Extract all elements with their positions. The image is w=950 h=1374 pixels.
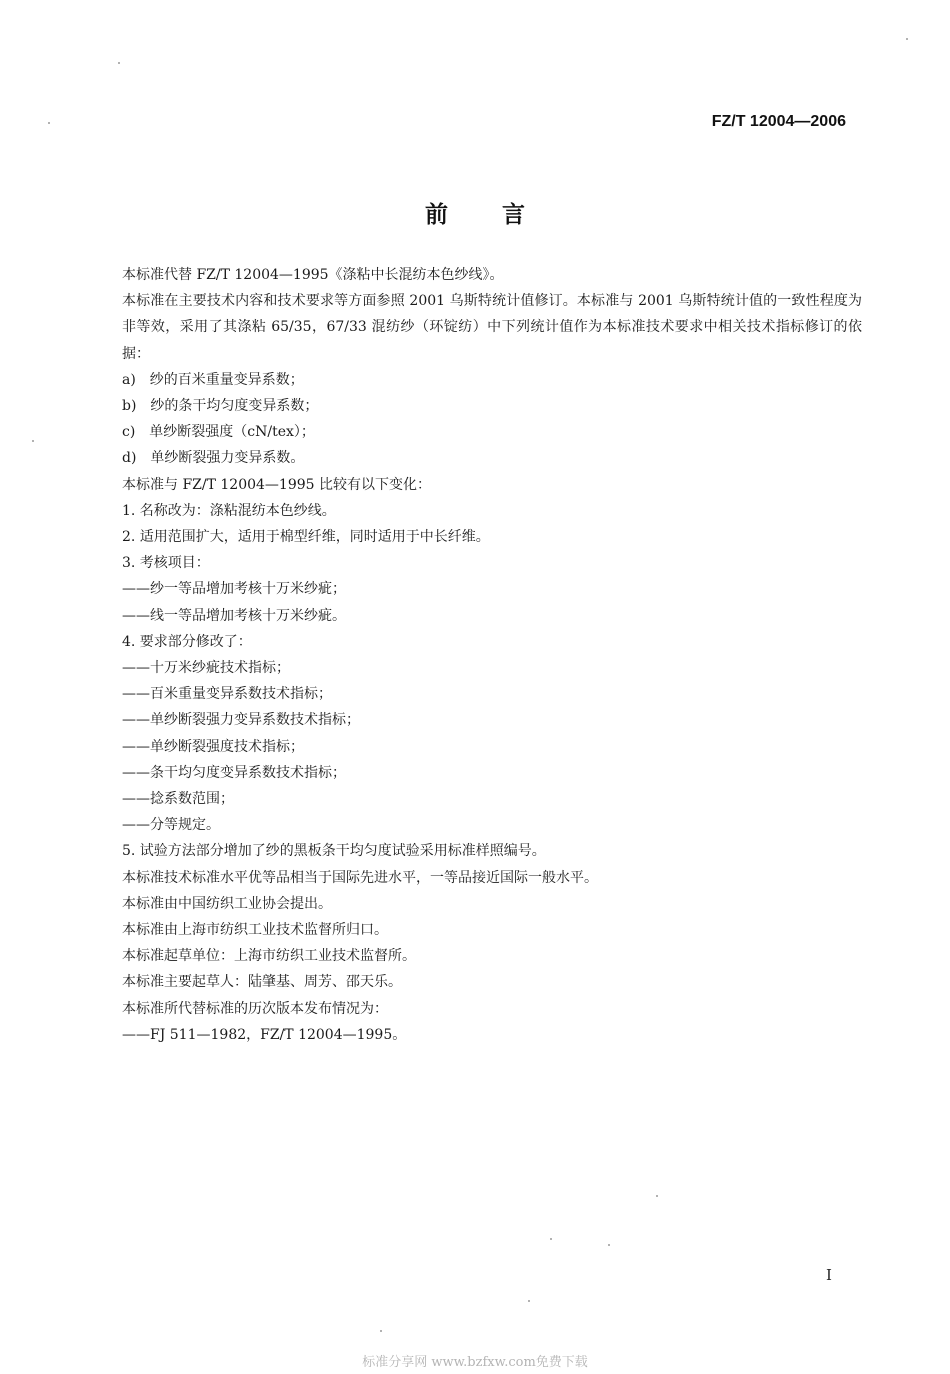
page-number: I [826, 1266, 832, 1284]
scan-speck [906, 38, 908, 40]
scan-speck [528, 1300, 530, 1302]
list-item: ——十万米纱疵技术指标； [122, 660, 290, 677]
scan-speck [656, 1195, 658, 1197]
list-item: ——条干均匀度变异系数技术指标； [122, 764, 346, 781]
list-item: ——单纱断裂强度技术指标； [122, 738, 304, 755]
list-item: 1. 名称改为：涤粘混纺本色纱线。 [122, 502, 336, 519]
list-item: 2. 适用范围扩大，适用于棉型纤维，同时适用于中长纤维。 [122, 529, 490, 546]
list-item: 3. 考核项目： [122, 555, 210, 572]
list-item: ——捻系数范围； [122, 791, 234, 808]
list-item: a) 纱的百米重量变异系数； [122, 371, 304, 388]
page-title: 前言 [425, 201, 579, 228]
list-item: ——线一等品增加考核十万米纱疵。 [122, 607, 346, 624]
scan-speck [380, 1330, 382, 1332]
scan-speck [550, 1238, 552, 1240]
paragraph-history: 本标准所代替标准的历次版本发布情况为： [122, 1000, 388, 1017]
list-item: ——分等规定。 [122, 817, 220, 834]
list-item: ——FJ 511—1982，FZ/T 12004—1995。 [122, 1026, 407, 1043]
paragraph-drafters: 本标准主要起草人：陆肇基、周芳、邵天乐。 [122, 974, 402, 991]
paragraph-level: 本标准技术标准水平优等品相当于国际先进水平，一等品接近国际一般水平。 [122, 869, 598, 886]
list-item: ——单纱断裂强力变异系数技术指标； [122, 712, 360, 729]
list-item: d) 单纱断裂强力变异系数。 [122, 450, 305, 467]
list-item: b) 纱的条干均匀度变异系数； [122, 398, 319, 415]
preface-body [122, 262, 862, 1048]
paragraph-changes: 本标准与 FZ/T 12004—1995 比较有以下变化： [122, 476, 432, 493]
scan-speck [118, 62, 120, 64]
scan-speck [48, 122, 50, 124]
list-item: ——百米重量变异系数技术指标； [122, 686, 332, 703]
scan-speck [608, 1244, 610, 1246]
list-item: 5. 试验方法部分增加了纱的黑板条干均匀度试验采用标准样照编号。 [122, 843, 546, 860]
list-item: 4. 要求部分修改了： [122, 633, 252, 650]
list-item: ——纱一等品增加考核十万米纱疵； [122, 581, 346, 598]
standard-code: FZ/T 12004—2006 [711, 113, 846, 130]
paragraph-proposer: 本标准由中国纺织工业协会提出。 [122, 895, 332, 912]
watermark: 标准分享网 www.bzfxw.com免费下载 [362, 1355, 588, 1370]
paragraph-drafting-unit: 本标准起草单位：上海市纺织工业技术监督所。 [122, 948, 416, 965]
scan-speck [32, 440, 34, 442]
list-item: c) 单纱断裂强度（cN/tex）； [122, 424, 315, 441]
paragraph-reference: 本标准在主要技术内容和技术要求等方面参照 2001 乌斯特统计值修订。本标准与 2001 乌斯特统计值的一致性程度为非等效，采用了其涤粘 65/35，67/33 混纺纱（环锭纺）中下列统计值作为本标准技术要求中相关技术指标修订的依据： [122, 293, 862, 362]
paragraph-centralized: 本标准由上海市纺织工业技术监督所归口。 [122, 922, 388, 939]
paragraph-replaces: 本标准代替 FZ/T 12004—1995《涤粘中长混纺本色纱线》。 [122, 267, 504, 283]
